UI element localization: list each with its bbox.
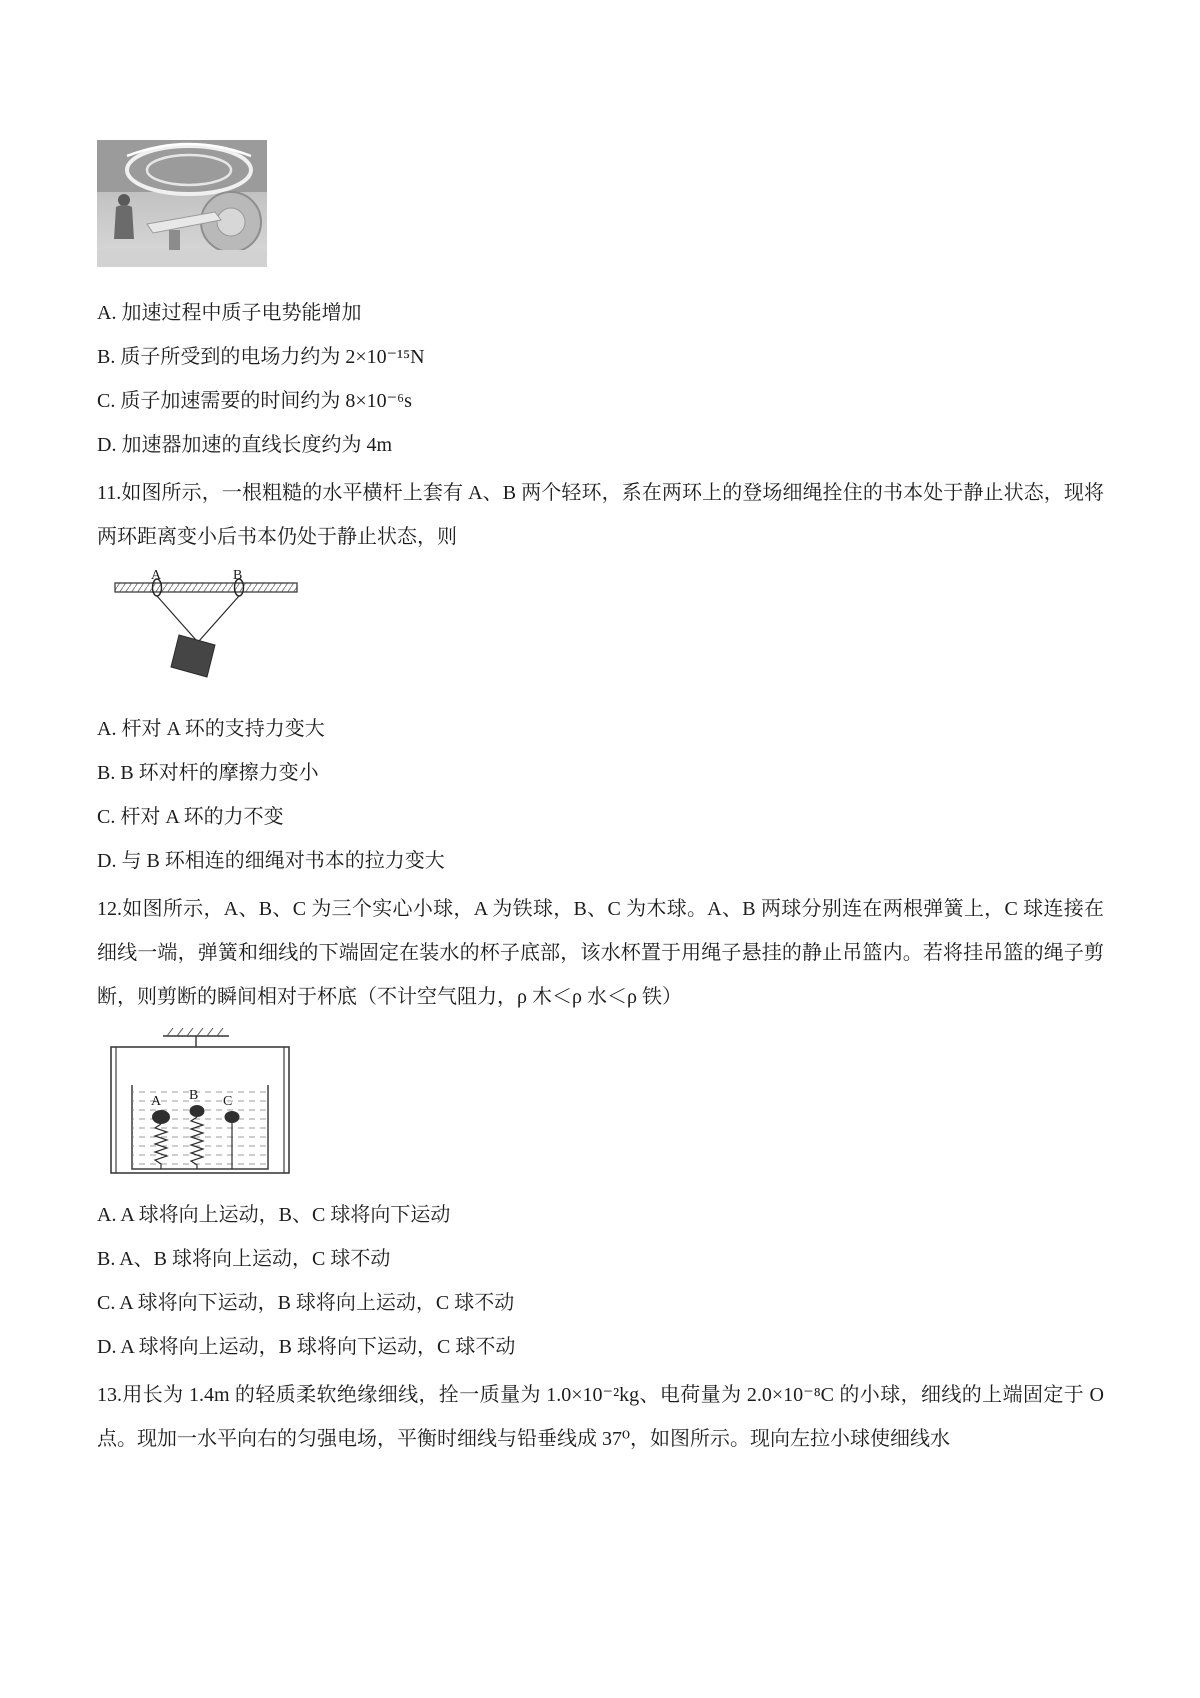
rod-rings-book-figure xyxy=(111,569,306,689)
ball-b xyxy=(190,1105,205,1117)
question11-diagram xyxy=(111,569,1104,695)
q10-option-d: D. 加速器加速的直线长度约为 4m xyxy=(97,434,392,456)
ball-a xyxy=(152,1110,170,1124)
ball-c xyxy=(225,1111,240,1123)
question11-options xyxy=(97,707,1104,883)
q12-option-c: C. A 球将向下运动，B 球将向上运动，C 球不动 xyxy=(97,1292,515,1314)
q10-option-b: B. 质子所受到的电场力约为 2×10⁻¹⁵N xyxy=(97,346,425,368)
question11-text: 11.如图所示，一根粗糙的水平横杆上套有 A、B 两个轻环，系在两环上的登场细绳拴住的书本处于静止状态，现将两环距离变小后书本仍处于静止状态，则 xyxy=(97,482,1104,548)
ball-c-label: C xyxy=(223,1094,233,1109)
q12-option-d: D. A 球将向上运动，B 球将向下运动，C 球不动 xyxy=(97,1336,516,1358)
q11-option-d: D. 与 B 环相连的细绳对书本的拉力变大 xyxy=(97,850,445,872)
question10-photo xyxy=(97,140,267,267)
question10-options xyxy=(97,291,1104,467)
q11-option-c: C. 杆对 A 环的力不变 xyxy=(97,806,284,828)
q12-option-a: A. A 球将向上运动，B、C 球将向下运动 xyxy=(97,1204,451,1226)
question12-options xyxy=(97,1193,1104,1369)
person-figure xyxy=(118,194,130,206)
q12-option-b: B. A、B 球将向上运动，C 球不动 xyxy=(97,1248,391,1270)
accelerator-room-image xyxy=(97,140,267,267)
ring-a-label: A xyxy=(151,569,162,583)
q11-option-a: A. 杆对 A 环的支持力变大 xyxy=(97,718,325,740)
q11-option-b: B. B 环对杆的摩擦力变小 xyxy=(97,762,319,784)
gantry-core xyxy=(217,208,245,236)
photo-floor xyxy=(97,250,267,267)
question12-text: 12.如图所示，A、B、C 为三个实心小球，A 为铁球，B、C 为木球。A、B 两球分别连在两根弹簧上，C 球连接在细线一端，弹簧和细线的下端固定在装水的杯子底部，该水杯置于用绳子悬挂的静止吊篮内。若将挂吊篮的绳子剪断，则剪断的瞬间相对于杯底（不计空气阻力，ρ 木＜ρ 水＜ρ 铁） xyxy=(97,898,1104,1008)
person-body xyxy=(114,205,134,239)
question12-diagram xyxy=(105,1025,1104,1183)
string-left xyxy=(157,596,196,640)
q10-option-a: A. 加速过程中质子电势能增加 xyxy=(97,302,362,324)
horizontal-rod xyxy=(115,583,297,592)
ring-b-label: B xyxy=(233,569,243,583)
hanging-book xyxy=(171,635,215,677)
string-right xyxy=(199,596,239,641)
ceiling-support xyxy=(163,1028,229,1036)
ball-b-label: B xyxy=(189,1088,199,1103)
question13-text: 13.用长为 1.4m 的轻质柔软绝缘细线，拴一质量为 1.0×10⁻²kg、电荷量为 2.0×10⁻⁸C 的小球，细线的上端固定于 O 点。现加一水平向右的匀强电场，平衡时细线与铅垂线成 37⁰，如图所示。现向左拉小球使细线水 xyxy=(97,1384,1104,1450)
ball-a-label: A xyxy=(151,1094,162,1109)
basket-cup-balls-figure xyxy=(105,1025,295,1177)
q10-option-c: C. 质子加速需要的时间约为 8×10⁻⁶s xyxy=(97,390,412,412)
